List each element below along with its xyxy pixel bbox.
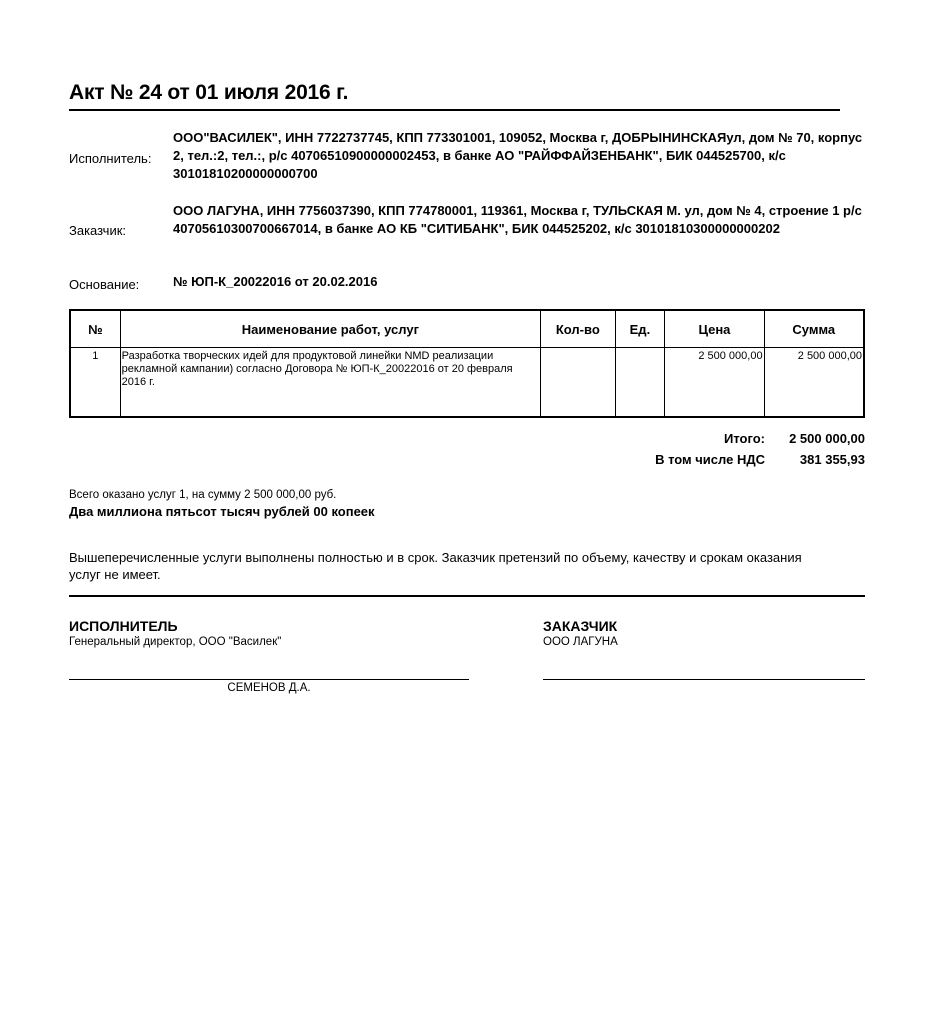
vat-label: В том числе НДС — [655, 452, 765, 467]
executor-sign-heading: ИСПОЛНИТЕЛЬ — [69, 618, 178, 634]
customer-sign-heading: ЗАКАЗЧИК — [543, 618, 618, 634]
vat-value: 381 355,93 — [799, 452, 865, 467]
completion-statement: Вышеперечисленные услуги выполнены полностью и в срок. Заказчик претензий по объему, качеству и срокам оказания услуг не имеет. — [69, 550, 802, 582]
row-price: 2 500 000,00 — [665, 348, 764, 418]
header-name: Наименование работ, услуг — [120, 310, 540, 348]
header-sum: Сумма — [764, 310, 864, 348]
executor-sign-name: СЕМЕНОВ Д.А. — [227, 682, 311, 694]
header-qty: Кол-во — [541, 310, 616, 348]
customer-sign-position: ООО ЛАГУНА — [543, 636, 618, 648]
row-name: Разработка творческих идей для продуктовой линейки NMD реализации рекламной кампании) согласно Договора № ЮП-К_20022016 от 20 февраля 2016 г. — [120, 348, 540, 418]
basis-value: № ЮП-К_20022016 от 20.02.2016 — [173, 274, 378, 289]
amount-in-words: Два миллиона пятьсот тысяч рублей 00 копеек — [69, 504, 375, 519]
services-table — [69, 309, 865, 418]
table-row — [70, 348, 864, 418]
total-label: Итого: — [724, 431, 765, 446]
customer-details: ООО ЛАГУНА, ИНН 7756037390, КПП 774780001, 119361, Москва г, ТУЛЬСКАЯ М. ул, дом № 4, строение 1 р/с 40705610300700667014, в банке АО КБ "СИТИБАНК", БИК 044525202, к/с 30101810300000000202 — [173, 203, 862, 236]
executor-sign-position: Генеральный директор, ООО "Василек" — [69, 636, 282, 648]
document-title: Акт № 24 от 01 июля 2016 г. — [69, 81, 349, 104]
header-price: Цена — [665, 310, 764, 348]
header-unit: Ед. — [615, 310, 665, 348]
row-num: 1 — [70, 348, 120, 418]
customer-label: Заказчик: — [69, 223, 127, 238]
row-qty — [541, 348, 616, 418]
table-header-row — [70, 310, 864, 348]
total-row — [655, 431, 865, 452]
row-unit — [615, 348, 665, 418]
signature-divider — [69, 595, 865, 597]
title-divider — [69, 109, 840, 111]
customer-signature-line — [543, 679, 865, 680]
summary-line: Всего оказано услуг 1, на сумму 2 500 000,00 руб. — [69, 489, 337, 501]
basis-label: Основание: — [69, 277, 140, 292]
executor-label: Исполнитель: — [69, 151, 152, 166]
header-num: № — [70, 310, 120, 348]
row-sum: 2 500 000,00 — [764, 348, 864, 418]
executor-signature-line — [69, 679, 469, 680]
total-value: 2 500 000,00 — [789, 431, 865, 446]
totals-block — [655, 431, 865, 473]
vat-row — [655, 452, 865, 473]
executor-details: ООО"ВАСИЛЕК", ИНН 7722737745, КПП 773301001, 109052, Москва г, ДОБРЫНИНСКАЯул, дом № 70, корпус 2, тел.:2, тел.:, р/с 40706510900000002453, в банке АО "РАЙФФАЙЗЕНБАНК", БИК 044525700, к/с 30101810200000000700 — [173, 130, 863, 181]
